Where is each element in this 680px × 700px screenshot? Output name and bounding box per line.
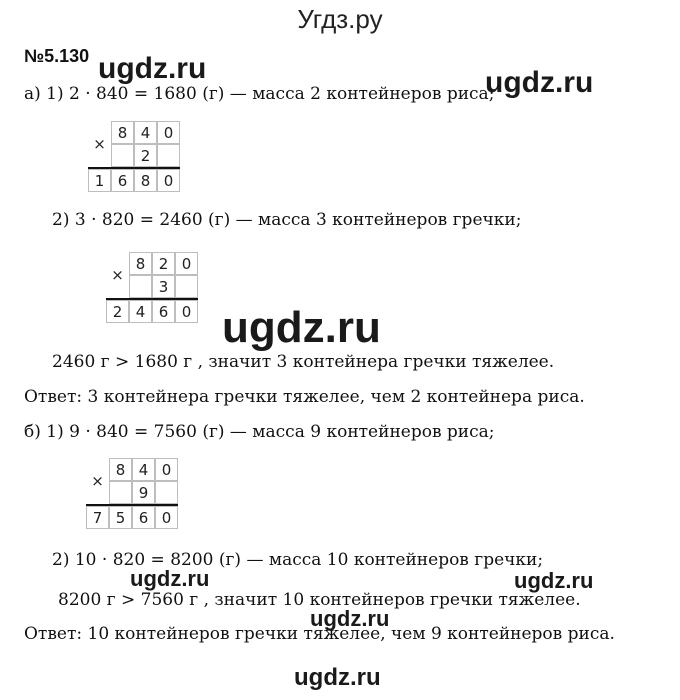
grid-cell: 8 — [109, 458, 132, 481]
line-b-compare: 8200 г > 7560 г , значит 10 контейнеров гречки тяжелее. — [58, 590, 581, 610]
grid-cell — [157, 144, 180, 167]
grid-cell: 4 — [134, 121, 157, 144]
watermark: ugdz.ru — [222, 303, 381, 352]
grid-cell: 8 — [111, 121, 134, 144]
grid-cell: 1 — [88, 169, 111, 192]
times-sign: × — [111, 266, 124, 284]
watermark: ugdz.ru — [310, 606, 390, 631]
times-sign: × — [93, 135, 106, 153]
grid-cell: 8 — [134, 169, 157, 192]
watermark: ugdz.ru — [98, 52, 207, 85]
watermark: ugdz.ru — [130, 566, 210, 591]
grid-cell: 3 — [152, 275, 175, 298]
line-a-compare: 2460 г > 1680 г , значит 3 контейнера гречки тяжелее. — [52, 352, 555, 372]
grid-cell: 2 — [152, 252, 175, 275]
line-b2: 2) 10 · 820 = 8200 (г) — масса 10 контейнеров гречки; — [52, 550, 544, 570]
grid-cell: 8 — [129, 252, 152, 275]
line-a-answer: Ответ: 3 контейнера гречки тяжелее, чем 2 контейнера риса. — [24, 387, 585, 407]
line-b-answer: Ответ: 10 контейнеров гречки тяжелее, чем 9 контейнеров риса. — [24, 624, 615, 644]
grid-cell — [175, 275, 198, 298]
grid-cell — [109, 481, 132, 504]
grid-cell: 0 — [157, 169, 180, 192]
problem-number: №5.130 — [24, 46, 90, 66]
watermark: ugdz.ru — [294, 664, 381, 691]
line-a2: 2) 3 · 820 = 2460 (г) — масса 3 контейнеров гречки; — [52, 210, 522, 230]
grid-cell: 7 — [86, 506, 109, 529]
grid-cell: 4 — [129, 300, 152, 323]
grid-cell — [111, 144, 134, 167]
grid-cell: 0 — [175, 252, 198, 275]
grid-cell: 2 — [134, 144, 157, 167]
grid-cell: 2 — [106, 300, 129, 323]
grid-cell — [155, 481, 178, 504]
grid-cell: 9 — [132, 481, 155, 504]
watermark: ugdz.ru — [485, 66, 594, 99]
grid-cell — [129, 275, 152, 298]
site-title[interactable]: Угдз.ру — [297, 4, 383, 34]
times-sign: × — [91, 472, 104, 490]
grid-cell: 4 — [132, 458, 155, 481]
line-b1: б) 1) 9 · 840 = 7560 (г) — масса 9 контейнеров риса; — [24, 422, 495, 442]
grid-cell: 0 — [157, 121, 180, 144]
grid-cell: 0 — [155, 506, 178, 529]
grid-cell: 6 — [152, 300, 175, 323]
grid-cell: 0 — [155, 458, 178, 481]
watermark: ugdz.ru — [514, 568, 594, 593]
grid-cell: 6 — [111, 169, 134, 192]
grid-cell: 5 — [109, 506, 132, 529]
grid-cell: 6 — [132, 506, 155, 529]
line-a1: а) 1) 2 · 840 = 1680 (г) — масса 2 контейнеров риса; — [24, 84, 495, 104]
grid-cell: 0 — [175, 300, 198, 323]
